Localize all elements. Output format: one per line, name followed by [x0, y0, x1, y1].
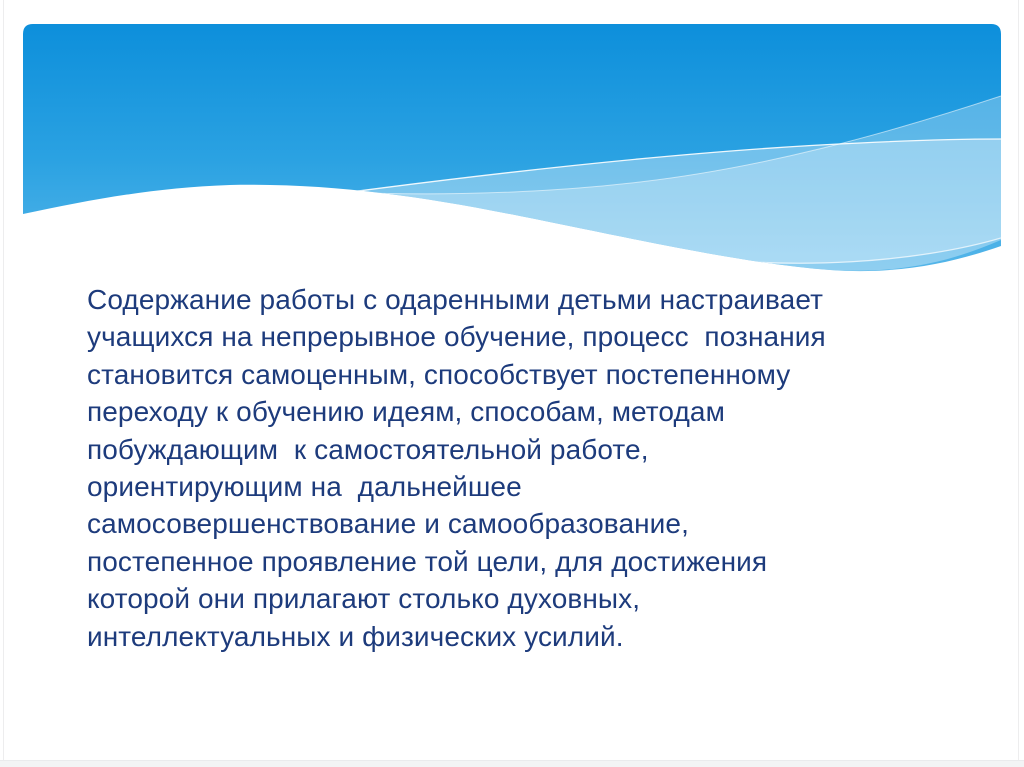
text-line: постепенное проявление той цели, для достижения — [87, 545, 768, 577]
header-wave-graphic — [0, 0, 1024, 300]
viewer-left-edge — [3, 0, 4, 767]
text-line: которой они прилагают столько духовных, — [87, 583, 641, 615]
text-line: ориентирующим на дальнейшее — [87, 471, 522, 503]
text-line: становится самоценным, способствует постепенному — [87, 358, 791, 390]
text-line: учащихся на непрерывное обучение, процесс познания — [87, 321, 826, 353]
text-line: самосовершенствование и самообразование, — [87, 508, 689, 540]
viewer-bottom-edge — [0, 760, 1024, 767]
text-line: Содержание работы с одаренными детьми настраивает — [87, 284, 824, 315]
text-line: переходу к обучению идеям, способам, методам — [87, 396, 725, 428]
text-line: побуждающим к самостоятельной работе, — [87, 433, 649, 465]
text-line: интеллектуальных и физических усилий. — [87, 620, 624, 652]
viewer-right-edge — [1018, 0, 1019, 767]
slide-body-text — [87, 281, 967, 655]
